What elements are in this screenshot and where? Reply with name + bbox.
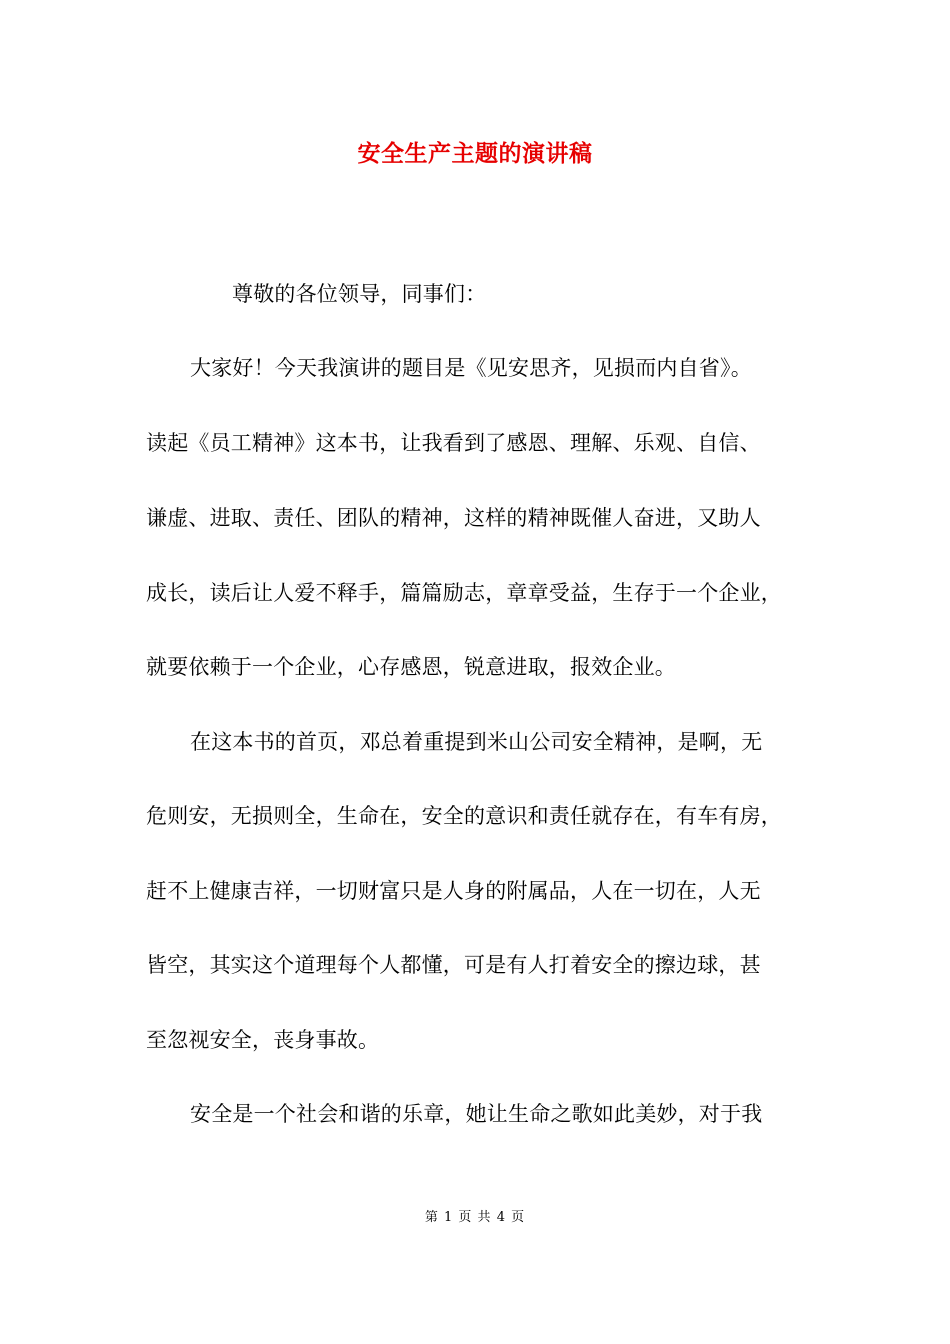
text-line: 就要依赖于一个企业，心存感恩，锐意进取，报效企业。	[146, 655, 676, 679]
text-line: 危则安，无损则全，生命在，安全的意识和责任就存在，有车有房，	[146, 804, 782, 828]
text-line: 至忽视安全，丧身事故。	[146, 1028, 380, 1052]
text-line: 赶不上健康吉祥，一切财富只是人身的附属品，人在一切在，人无	[146, 879, 761, 903]
text-line: 皆空，其实这个道理每个人都懂，可是有人打着安全的擦边球，甚	[146, 953, 761, 977]
text-line: 成长，读后让人爱不释手，篇篇励志，章章受益，生存于一个企业，	[146, 581, 782, 605]
text-line: 大家好！今天我演讲的题目是《见安思齐，见损而内自省》。	[190, 356, 752, 380]
text-line: 谦虚、进取、责任、团队的精神，这样的精神既催人奋进，又助人	[146, 506, 761, 530]
text-line: 在这本书的首页，邓总着重提到米山公司安全精神，是啊，无	[190, 730, 763, 754]
page-indicator: 第 1 页 共 4 页	[424, 1210, 526, 1225]
text-line: 安全是一个社会和谐的乐章，她让生命之歌如此美妙，对于我	[190, 1102, 763, 1126]
document-title: 安全生产主题的演讲稿	[357, 140, 593, 167]
text-line: 读起《员工精神》这本书，让我看到了感恩、理解、乐观、自信、	[146, 431, 761, 455]
text-line: 尊敬的各位领导，同事们：	[232, 282, 487, 306]
